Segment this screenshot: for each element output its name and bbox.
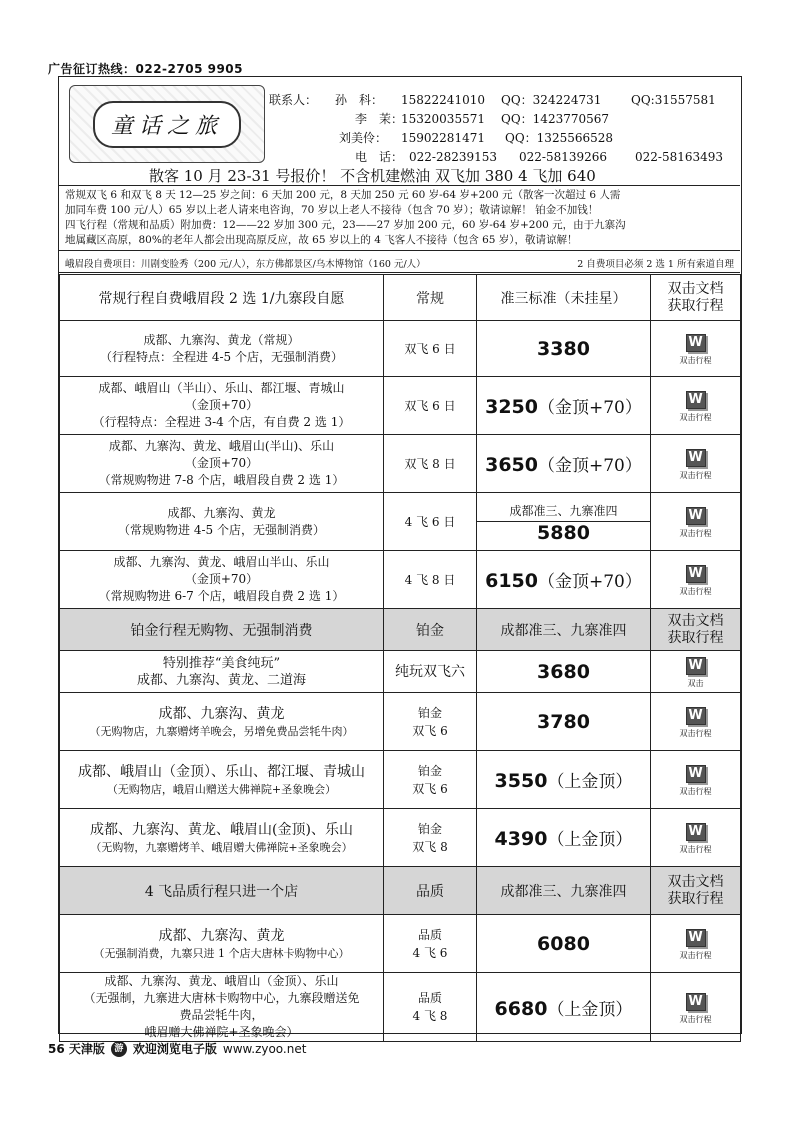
itinerary-row xyxy=(60,551,741,609)
get-itinerary-header xyxy=(651,867,741,915)
ad-hotline: 广告征订热线：022-2705 9905 xyxy=(48,62,244,76)
itinerary-doc-cell[interactable] xyxy=(651,693,741,751)
get-itinerary-header xyxy=(651,275,741,321)
word-icon: W xyxy=(686,765,706,783)
word-icon: W xyxy=(686,707,706,725)
contact-qq[interactable]: QQ：1423770567 xyxy=(501,112,610,126)
price-note: （上金顶） xyxy=(547,772,633,792)
price-number: 3380 xyxy=(537,337,590,360)
price-value xyxy=(477,661,650,683)
contact-qq[interactable]: QQ：1325566528 xyxy=(505,131,614,145)
route-line: 成都、九寨沟、黄龙（常规） xyxy=(143,332,300,347)
price-number: 6080 xyxy=(537,932,590,955)
word-doc-icon[interactable] xyxy=(680,929,712,961)
price-cell xyxy=(477,493,651,551)
price-cell xyxy=(477,751,651,809)
price-number: 3780 xyxy=(537,710,590,733)
get-itinerary-header xyxy=(651,609,741,651)
itinerary-row xyxy=(60,377,741,435)
route-line: （无购物，九寨赠烤羊、峨眉赠大佛禅院+圣象晚会） xyxy=(90,840,353,854)
word-doc-icon[interactable] xyxy=(680,507,712,539)
contact-label: 联系人： xyxy=(269,93,318,107)
doc-icon-label: 双击行程 xyxy=(679,845,712,854)
contact-phone[interactable]: 15902281471 xyxy=(401,131,485,145)
contact-name: 李 茉： xyxy=(355,112,404,126)
price-standard: 成都准三、九寨准四 xyxy=(477,500,650,522)
word-icon: W xyxy=(686,657,706,675)
word-doc-icon[interactable] xyxy=(680,565,712,597)
surcharge-notes xyxy=(59,185,740,251)
route-line: （常规购物进 4-5 个店，无强制消费） xyxy=(118,522,325,537)
price-note: （金顶+70） xyxy=(538,398,642,418)
itinerary-doc-cell[interactable] xyxy=(651,493,741,551)
trip-type-cell: 品质 4 飞 6 xyxy=(384,915,477,973)
route-cell xyxy=(60,493,384,551)
contact-phone[interactable]: 15320035571 xyxy=(401,112,485,126)
route-cell xyxy=(60,551,384,609)
trip-type-cell: 铂金 双飞 6 xyxy=(384,751,477,809)
price-note: （金顶+70） xyxy=(538,456,642,476)
page-number: 56 天津版 xyxy=(48,1042,105,1056)
price-cell xyxy=(477,321,651,377)
itinerary-row xyxy=(60,751,741,809)
note-line: 加同车费 100 元/人）65 岁以上老人请来电咨询，70 岁以上老人不接待（包含 70 岁）；敬请谅解！ 铂金不加钱！ xyxy=(65,204,599,216)
price-value xyxy=(477,767,650,792)
note-line: 常规双飞 6 和双飞 8 天 12—25 岁之间：6 天加 200 元，8 天加 250 元 60 岁-64 岁+200 元（散客一次超过 6 人需 xyxy=(65,189,621,201)
note-line: 地属藏区高原，80%的老年人都会出现高原反应，故 65 岁以上的 4 飞客人不接待（包含 65 岁），敬请谅解！ xyxy=(65,234,578,246)
price-number: 3680 xyxy=(537,660,590,683)
route-line: 费品尝牦牛肉， xyxy=(179,1008,264,1022)
route-line: 成都、九寨沟、黄龙、峨眉山半山、乐山 xyxy=(113,555,330,569)
tel-number[interactable]: 022-58163493 xyxy=(635,150,724,164)
word-icon: W xyxy=(686,823,706,841)
route-line: （金顶+70） xyxy=(184,456,259,470)
optional-right: 2 自费项目必须 2 选 1 所有索道自理 xyxy=(577,259,734,270)
word-doc-icon[interactable] xyxy=(686,657,706,689)
itinerary-doc-cell[interactable] xyxy=(651,809,741,867)
route-line: （行程特点：全程进 4-5 个店，无强制消费） xyxy=(100,349,343,364)
site-link[interactable]: www.zyoo.net xyxy=(222,1041,307,1056)
word-icon: W xyxy=(686,334,706,352)
welcome-text: 欢迎浏览电子版 xyxy=(132,1042,217,1056)
route-cell xyxy=(60,435,384,493)
route-cell xyxy=(60,915,384,973)
word-icon: W xyxy=(686,929,706,947)
price-cell xyxy=(477,809,651,867)
section-standard: 成都准三、九寨准四 xyxy=(477,867,651,915)
note-line: 四飞行程（常规和品质）附加费：12——22 岁加 300 元，23——27 岁加 200 元，60 岁-64 岁+200 元，由于九寨沟 xyxy=(65,219,626,231)
price-value xyxy=(477,711,650,733)
header-line: 双击文档 xyxy=(667,873,724,890)
price-number: 6680 xyxy=(494,997,548,1020)
price-value xyxy=(477,933,650,955)
section-header-row xyxy=(60,609,741,651)
doc-icon-label: 双击行程 xyxy=(679,951,712,960)
price-value xyxy=(477,451,650,476)
route-line: 成都、峨眉山（半山）、乐山、都江堰、青城山 xyxy=(98,381,345,395)
contact-phone[interactable]: 15822241010 xyxy=(401,93,485,107)
trip-type-cell: 铂金 双飞 6 xyxy=(384,693,477,751)
contact-name: 刘美伶： xyxy=(339,131,388,145)
route-line: （无购物店，峨眉山赠送大佛禅院+圣象晚会） xyxy=(106,782,337,796)
itinerary-doc-cell[interactable] xyxy=(651,435,741,493)
word-doc-icon[interactable] xyxy=(680,707,712,739)
price-number: 6150 xyxy=(485,570,538,592)
route-line: 成都、峨眉山（金顶）、乐山、都江堰、青城山 xyxy=(78,763,365,780)
tel-label: 电 话： xyxy=(355,150,404,164)
route-line: （金顶+70） xyxy=(184,398,259,412)
brand-logo xyxy=(69,85,265,163)
word-icon: W xyxy=(686,993,706,1011)
section-standard: 准三标准（未挂星） xyxy=(477,275,651,321)
section-grade: 品质 xyxy=(384,867,477,915)
route-cell xyxy=(60,809,384,867)
trip-type-cell: 双飞 8 日 xyxy=(384,435,477,493)
itinerary-row xyxy=(60,435,741,493)
contact-qq2[interactable]: QQ:31557581 xyxy=(631,93,716,107)
section-title: 4 飞品质行程只进一个店 xyxy=(60,867,384,915)
price-number: 3250 xyxy=(485,396,538,418)
route-line: 成都、九寨沟、黄龙 xyxy=(167,505,276,520)
trip-type-cell: 4 飞 8 日 xyxy=(384,551,477,609)
contact-qq[interactable]: QQ：324224731 xyxy=(501,93,602,107)
page-footer xyxy=(48,1040,306,1057)
ad-frame xyxy=(58,76,742,1039)
header-line: 双击文档 xyxy=(667,612,724,629)
route-cell xyxy=(60,693,384,751)
word-doc-icon[interactable] xyxy=(680,823,712,855)
section-standard: 成都准三、九寨准四 xyxy=(477,609,651,651)
section-grade: 铂金 xyxy=(384,609,477,651)
price-number: 4390 xyxy=(494,828,548,850)
route-cell xyxy=(60,751,384,809)
itinerary-row xyxy=(60,693,741,751)
doc-icon-label: 双击行程 xyxy=(679,356,712,365)
route-line: （无强制消费，九寨只进 1 个店大唐林卡购物中心） xyxy=(93,946,350,960)
trip-type-cell: 品质 4 飞 8 xyxy=(384,973,477,1042)
price-value xyxy=(477,393,650,418)
word-doc-icon[interactable] xyxy=(680,449,712,481)
price-value xyxy=(477,338,650,360)
route-line: 成都、九寨沟、黄龙 xyxy=(158,927,285,944)
section-title: 常规行程自费峨眉段 2 选 1/九寨段自愿 xyxy=(60,275,384,321)
section-header-row xyxy=(60,275,741,321)
contact-name: 孙 科： xyxy=(335,93,384,107)
itinerary-doc-cell[interactable] xyxy=(651,915,741,973)
price-note: （上金顶） xyxy=(547,999,633,1020)
route-line: 成都、九寨沟、黄龙、峨眉山(半山)、乐山 xyxy=(108,439,335,453)
route-line: （无强制，九寨进大唐林卡购物中心，九寨段赠送免 xyxy=(83,991,360,1005)
route-line: 峨眉赠大佛禅院+圣象晚会） xyxy=(144,1025,299,1039)
contact-block xyxy=(269,91,739,167)
doc-icon-label: 双击行程 xyxy=(679,729,712,738)
price-value xyxy=(477,567,650,592)
itinerary-row xyxy=(60,973,741,1042)
route-cell xyxy=(60,377,384,435)
price-note: （上金顶） xyxy=(547,830,633,850)
route-line: （行程特点：全程进 3-4 个店，有自费 2 选 1） xyxy=(92,415,351,429)
tel-number[interactable]: 022-28239153 xyxy=(409,150,498,164)
doc-icon-label: 双击行程 xyxy=(679,587,712,596)
itinerary-doc-cell[interactable] xyxy=(651,377,741,435)
route-line: （金顶+70） xyxy=(184,572,259,586)
itinerary-row xyxy=(60,915,741,973)
price-value xyxy=(477,825,650,850)
itinerary-row xyxy=(60,809,741,867)
price-cell xyxy=(477,435,651,493)
doc-icon-label: 双击行程 xyxy=(679,1014,712,1024)
optional-items xyxy=(59,253,740,273)
trip-type-cell: 4 飞 6 日 xyxy=(384,493,477,551)
route-line: 成都、九寨沟、黄龙、二道海 xyxy=(136,672,306,688)
itinerary-doc-cell[interactable] xyxy=(651,551,741,609)
header-line: 获取行程 xyxy=(667,297,724,314)
section-header-row xyxy=(60,867,741,915)
itinerary-row xyxy=(60,651,741,693)
doc-icon-label: 双击行程 xyxy=(679,413,712,422)
doc-icon-label: 双击行程 xyxy=(679,471,712,480)
trip-type-cell: 双飞 6 日 xyxy=(384,377,477,435)
route-line: 成都、九寨沟、黄龙 xyxy=(158,705,285,722)
price-value xyxy=(477,995,650,1020)
word-icon: W xyxy=(686,565,706,583)
brand-badge-icon: 游 xyxy=(111,1041,127,1057)
price-value xyxy=(477,522,650,544)
logo-text: 童话之旅 xyxy=(93,101,241,148)
price-cell xyxy=(477,693,651,751)
itinerary-table xyxy=(59,274,741,1042)
price-cell xyxy=(477,973,651,1042)
route-line: （常规购物进 7-8 个店，峨眉段自费 2 选 1） xyxy=(98,473,345,487)
route-line: （无购物店，九寨赠烤羊晚会，另增免费品尝牦牛肉） xyxy=(89,724,354,738)
word-doc-icon[interactable] xyxy=(680,334,712,366)
itinerary-doc-cell[interactable] xyxy=(651,973,741,1042)
price-cell xyxy=(477,551,651,609)
word-doc-icon[interactable] xyxy=(680,993,712,1025)
trip-type-cell: 双飞 6 日 xyxy=(384,321,477,377)
quote-line: 散客 10 月 23-31 号报价！ 不含机建燃油 双飞加 380 4 飞加 640 xyxy=(149,167,596,185)
price-cell xyxy=(477,915,651,973)
doc-icon-label: 双击 xyxy=(687,679,704,688)
doc-icon-label: 双击行程 xyxy=(679,787,712,796)
header-line: 双击文档 xyxy=(667,280,724,297)
header-line: 获取行程 xyxy=(667,629,724,646)
route-line: 成都、九寨沟、黄龙、峨眉山(金顶)、乐山 xyxy=(90,821,353,838)
doc-icon-label: 双击行程 xyxy=(679,529,712,538)
price-number: 5880 xyxy=(537,521,590,544)
price-cell xyxy=(477,651,651,693)
word-icon: W xyxy=(686,507,706,525)
header-line: 获取行程 xyxy=(667,890,724,907)
price-note: （金顶+70） xyxy=(538,572,642,592)
route-line: 成都、九寨沟、黄龙、峨眉山（金顶）、乐山 xyxy=(104,974,339,988)
word-icon: W xyxy=(686,391,706,409)
itinerary-doc-cell[interactable] xyxy=(651,651,741,693)
price-number: 3550 xyxy=(494,770,548,792)
price-cell xyxy=(477,377,651,435)
itinerary-row xyxy=(60,493,741,551)
itinerary-doc-cell[interactable] xyxy=(651,751,741,809)
itinerary-doc-cell[interactable] xyxy=(651,321,741,377)
section-title: 铂金行程无购物、无强制消费 xyxy=(60,609,384,651)
route-cell xyxy=(60,651,384,693)
section-grade: 常规 xyxy=(384,275,477,321)
price-number: 3650 xyxy=(485,454,538,476)
tel-number[interactable]: 022-58139266 xyxy=(519,150,608,164)
route-cell xyxy=(60,321,384,377)
itinerary-row xyxy=(60,321,741,377)
route-cell xyxy=(60,973,384,1042)
word-doc-icon[interactable] xyxy=(680,765,712,797)
word-icon: W xyxy=(686,449,706,467)
word-doc-icon[interactable] xyxy=(680,391,712,423)
route-line: 特别推荐“美食纯玩” xyxy=(162,655,281,671)
trip-type-cell: 纯玩双飞六 xyxy=(384,651,477,693)
trip-type-cell: 铂金 双飞 8 xyxy=(384,809,477,867)
route-line: （常规购物进 6-7 个店，峨眉段自费 2 选 1） xyxy=(98,589,345,603)
optional-left: 峨眉段自费项目：川剧变脸秀（200 元/人），东方佛都景区/乌木博物馆（160 元/人） xyxy=(65,259,426,270)
